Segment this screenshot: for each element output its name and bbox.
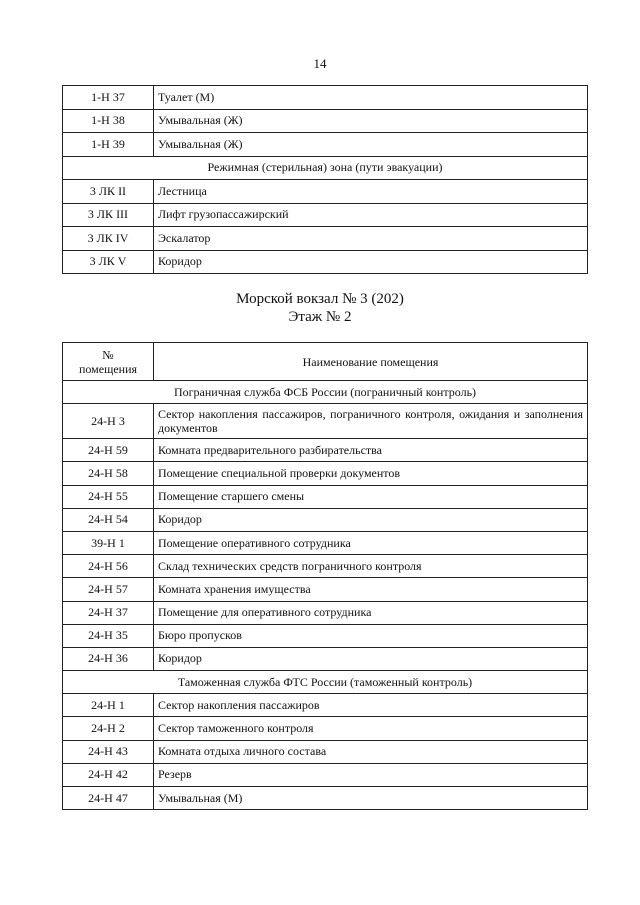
- room-name: Помещение оперативного сотрудника: [154, 531, 588, 554]
- section-heading: [0, 290, 640, 326]
- room-number: 24-Н 54: [63, 508, 154, 531]
- section-row: [63, 156, 588, 180]
- table-row: [63, 763, 588, 786]
- table-row: [63, 787, 588, 810]
- room-number: 24-Н 57: [63, 578, 154, 601]
- room-name: Помещение специальной проверки документов: [154, 462, 588, 485]
- room-number: 24-Н 56: [63, 555, 154, 578]
- room-name: Комната предварительного разбирательства: [154, 439, 588, 462]
- page-number: 14: [313, 56, 327, 71]
- room-name: Комната отдыха личного состава: [154, 740, 588, 763]
- table-row: [63, 203, 588, 227]
- station-title: Морской вокзал № 3 (202): [236, 291, 404, 307]
- room-name: Сектор накопления пассажиров: [154, 694, 588, 717]
- room-name: Умывальная (М): [154, 787, 588, 810]
- table-row: [63, 717, 588, 740]
- room-name: Умывальная (Ж): [154, 109, 588, 133]
- table-row: [63, 86, 588, 110]
- room-name: Бюро пропусков: [154, 624, 588, 647]
- table-row: [63, 578, 588, 601]
- room-name: Коридор: [154, 250, 588, 274]
- room-name: Лестница: [154, 180, 588, 204]
- table-row: [63, 485, 588, 508]
- room-number: 24-Н 35: [63, 624, 154, 647]
- section-title: Пограничная служба ФСБ России (пограничный контроль): [63, 381, 588, 404]
- section-row: [63, 671, 588, 694]
- table-row: [63, 439, 588, 462]
- room-number: 1-Н 37: [63, 86, 154, 110]
- room-number: 3 ЛК V: [63, 250, 154, 274]
- column-header-number-line1: №: [102, 347, 114, 362]
- room-name: Сектор накопления пассажиров, пограничного контроля, ожидания и заполнения документов: [154, 404, 588, 439]
- table-row: [63, 133, 588, 157]
- room-number: 1-Н 38: [63, 109, 154, 133]
- column-header-number-line2: помещения: [78, 361, 138, 376]
- room-number: 39-Н 1: [63, 531, 154, 554]
- room-number: 24-Н 1: [63, 694, 154, 717]
- room-number: 3 ЛК II: [63, 180, 154, 204]
- room-name: Помещение для оперативного сотрудника: [154, 601, 588, 624]
- room-number: 24-Н 43: [63, 740, 154, 763]
- room-name: Туалет (М): [154, 86, 588, 110]
- rooms-table: [62, 342, 588, 810]
- table-row: [63, 555, 588, 578]
- room-name: Лифт грузопассажирский: [154, 203, 588, 227]
- room-number: 3 ЛК III: [63, 203, 154, 227]
- table-row: [63, 404, 588, 439]
- room-name: Коридор: [154, 508, 588, 531]
- room-number: 1-Н 39: [63, 133, 154, 157]
- room-number: 24-Н 59: [63, 439, 154, 462]
- table-row: [63, 508, 588, 531]
- table-row: [63, 531, 588, 554]
- room-name: Коридор: [154, 647, 588, 670]
- room-number: 24-Н 36: [63, 647, 154, 670]
- room-name: Умывальная (Ж): [154, 133, 588, 157]
- table-row: [63, 601, 588, 624]
- room-name: Сектор таможенного контроля: [154, 717, 588, 740]
- rooms-table-continued: [62, 85, 588, 274]
- floor-title: Этаж № 2: [288, 309, 352, 325]
- table-row: [63, 624, 588, 647]
- room-number: 24-Н 55: [63, 485, 154, 508]
- room-number: 24-Н 3: [63, 404, 154, 439]
- table-row: [63, 694, 588, 717]
- table-row: [63, 647, 588, 670]
- room-name: Комната хранения имущества: [154, 578, 588, 601]
- room-name: Помещение старшего смены: [154, 485, 588, 508]
- room-name: Склад технических средств пограничного контроля: [154, 555, 588, 578]
- room-name: Резерв: [154, 763, 588, 786]
- section-title: Режимная (стерильная) зона (пути эвакуации): [63, 156, 588, 180]
- table-header-row: [63, 343, 588, 381]
- room-number: 24-Н 58: [63, 462, 154, 485]
- table-row: [63, 740, 588, 763]
- table-row: [63, 180, 588, 204]
- table-row: [63, 462, 588, 485]
- column-header-name: Наименование помещения: [154, 343, 588, 381]
- room-number: 24-Н 47: [63, 787, 154, 810]
- table-row: [63, 227, 588, 251]
- room-number: 24-Н 2: [63, 717, 154, 740]
- room-number: 24-Н 37: [63, 601, 154, 624]
- column-header-number: [63, 343, 154, 381]
- room-number: 24-Н 42: [63, 763, 154, 786]
- table-row: [63, 109, 588, 133]
- room-number: 3 ЛК IV: [63, 227, 154, 251]
- table-row: [63, 250, 588, 274]
- section-row: [63, 381, 588, 404]
- section-title: Таможенная служба ФТС России (таможенный контроль): [63, 671, 588, 694]
- room-name: Эскалатор: [154, 227, 588, 251]
